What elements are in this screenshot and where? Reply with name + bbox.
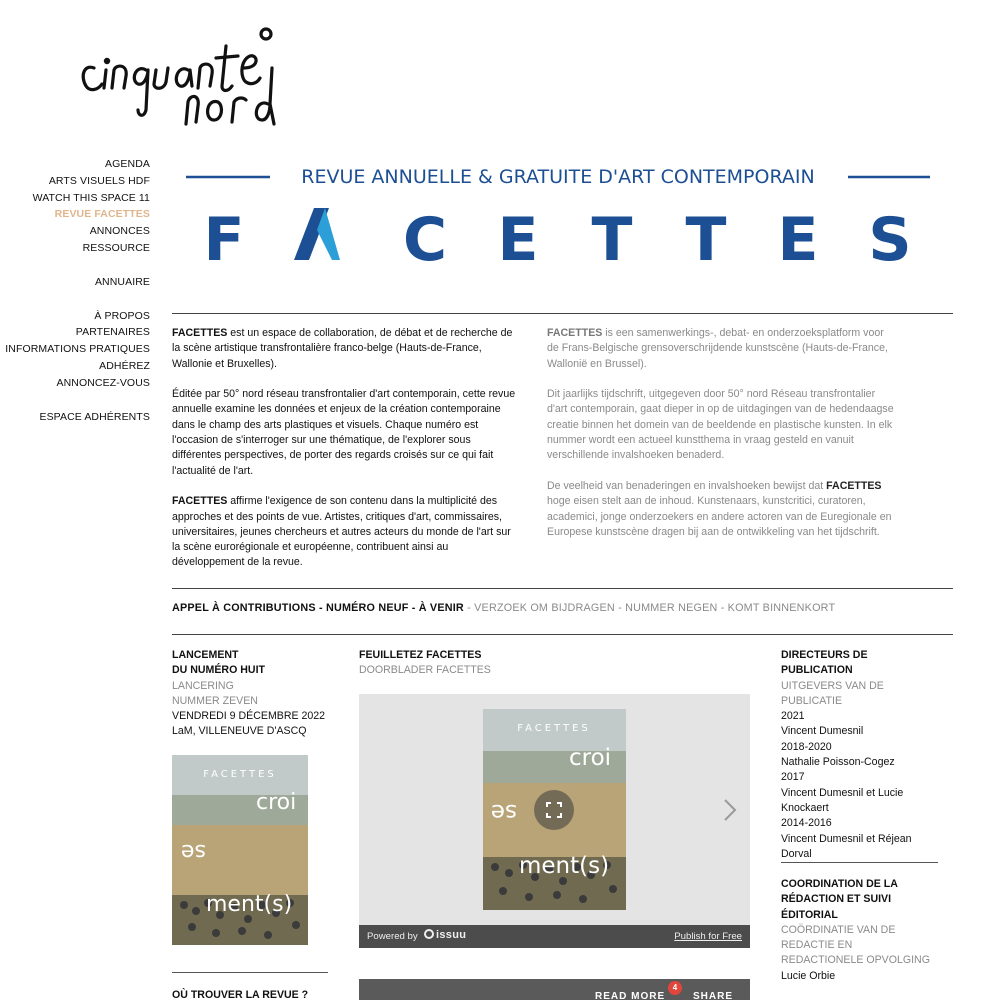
nav-annonces[interactable]: ANNONCES xyxy=(89,225,150,238)
where-title: OÙ TROUVER LA REVUE ? xyxy=(172,989,309,1000)
nav-watch-this-space[interactable]: WATCH THIS SPACE 11 xyxy=(32,191,150,204)
banner-letter: E xyxy=(777,205,819,270)
director-names: Vincent Dumesnil et Réjean Dorval xyxy=(781,832,912,860)
launch-info xyxy=(172,648,332,740)
nav-informations-pratiques[interactable]: INFORMATIONS PRATIQUES xyxy=(5,343,150,356)
coordination-name: Lucie Orbie xyxy=(781,969,836,982)
publication-directors xyxy=(781,648,941,862)
banner-tagline: REVUE ANNUELLE & GRATUITE D'ART CONTEMPORAIN xyxy=(301,166,815,188)
svg-text:se: se xyxy=(181,839,206,864)
divider xyxy=(172,313,953,314)
flipbook-header xyxy=(359,648,749,679)
share-button[interactable]: SHARE xyxy=(693,991,734,1000)
coordination-title-nl: COÖRDINATIE VAN DE REDACTIE EN REDACTIONELE OPVOLGING xyxy=(781,923,930,967)
nav-annuaire[interactable]: ANNUAIRE xyxy=(94,275,150,288)
facettes-banner xyxy=(180,160,940,270)
launch-title: LANCEMENT xyxy=(172,649,239,661)
editorial-coordination xyxy=(781,877,941,984)
intro-nl-paragraph: Dit jaarlijks tijdschrift, uitgegeven door 50° nord Réseau transfrontalier d'art contemporain, gaat dieper in op de uitdagingen van de hedendaagse creatie binnen het domein van de beeldende en plastische kunsten. In elk nummer wordt een actueel kunstthema in vraag gesteld en vanuit verschillende invalshoeken benaderd. xyxy=(547,388,894,462)
banner-letter-a xyxy=(294,208,340,260)
intro-french xyxy=(172,326,522,586)
director-names: Vincent Dumesnil et Lucie Knockaert xyxy=(781,786,904,814)
nav-ressource[interactable]: RESSOURCE xyxy=(82,241,150,254)
nav-adherez[interactable]: ADHÉREZ xyxy=(99,359,150,372)
nav-spacer xyxy=(0,392,150,409)
flipbook-title-nl: DOORBLADER FACETTES xyxy=(359,664,491,677)
banner-letter: T xyxy=(591,205,633,270)
nav-annoncez-vous[interactable]: ANNONCEZ-VOUS xyxy=(56,376,150,389)
powered-by-label: Powered by xyxy=(367,931,418,942)
banner-letter: C xyxy=(402,205,448,270)
coordination-title: COORDINATION DE LA RÉDACTION ET SUIVI ÉDITORIAL xyxy=(781,878,898,921)
divider xyxy=(172,634,953,635)
flipbook-title: FEUILLETEZ FACETTES xyxy=(359,649,482,661)
director-years: 2017 xyxy=(781,771,805,784)
call-for-contributions[interactable] xyxy=(172,602,835,614)
notification-badge: 4 xyxy=(668,981,682,995)
call-separator: - xyxy=(463,602,475,614)
banner-letter: S xyxy=(868,205,912,270)
director-years: 2018-2020 xyxy=(781,740,832,753)
fullscreen-button[interactable] xyxy=(534,790,574,830)
director-names: Nathalie Poisson-Cogez xyxy=(781,756,895,769)
intro-fr-paragraph: FACETTES est un espace de collaboration, de débat et de recherche de la scène artistique transfrontalière franco-belge (Hauts-de-France, Wallonie et Bruxelles). xyxy=(172,327,513,370)
nav-revue-facettes[interactable]: REVUE FACETTES xyxy=(54,208,150,221)
directors-title: PUBLICATION xyxy=(781,664,853,677)
divider xyxy=(781,862,938,863)
where-to-find[interactable] xyxy=(172,988,332,1000)
svg-text:se: se xyxy=(490,799,517,825)
divider xyxy=(172,588,953,589)
issuu-icon xyxy=(424,929,434,939)
directors-title-nl: UITGEVERS VAN DE PUBLICATIE xyxy=(781,679,884,707)
launch-place: LaM, VILLENEUVE D'ASCQ xyxy=(172,725,307,738)
intro-dutch xyxy=(547,326,897,555)
issuu-viewer-secondary[interactable] xyxy=(359,979,750,1000)
svg-text:ment(s): ment(s) xyxy=(206,892,293,917)
issuu-footer-bar xyxy=(359,925,750,948)
svg-text:FACETTES: FACETTES xyxy=(517,723,591,734)
issuu-viewer[interactable] xyxy=(359,694,750,948)
divider xyxy=(172,972,328,973)
call-nl: VERZOEK OM BIJDRAGEN - NUMMER NEGEN - KOMT BINNENKORT xyxy=(474,602,836,614)
svg-text:croi: croi xyxy=(569,745,612,771)
svg-text:ment(s): ment(s) xyxy=(519,853,610,879)
nav-partenaires[interactable]: PARTENAIRES xyxy=(75,326,150,339)
intro-fr-paragraph: FACETTES affirme l'exigence de son contenu dans la multiplicité des approches et des points de vue. Artistes, critiques d'art, commissaires, universitaires, jeunes chercheurs et autres acteurs du monde de l'art sur la scène eurorégionale et européenne, contribuent ainsi au développement de la revue. xyxy=(172,495,511,569)
read-more-button[interactable]: READ MORE xyxy=(595,991,666,1000)
svg-text:FACETTES: FACETTES xyxy=(203,769,277,780)
cover-illustration xyxy=(172,755,308,945)
banner-letter: E xyxy=(497,205,539,270)
publish-for-free-link[interactable]: Publish for Free xyxy=(674,931,742,942)
site-logo[interactable] xyxy=(76,6,276,130)
intro-nl-paragraph: FACETTES is een samenwerkings-, debat- en onderzoeksplatform voor de Frans-Belgische grensoverschrijdende kunstscène (Hauts-de-France, Wallonië en Brussel). xyxy=(547,327,888,370)
launch-title-nl: LANCERING xyxy=(172,679,234,692)
nav-agenda[interactable]: AGENDA xyxy=(105,158,150,170)
expand-icon xyxy=(534,790,574,830)
director-years: 2021 xyxy=(781,710,805,723)
issuu-link[interactable]: issuu xyxy=(424,929,466,941)
svg-text:croi: croi xyxy=(256,790,297,815)
intro-fr-paragraph: Éditée par 50° nord réseau transfrontalier d'art contemporain, cette revue annuelle examine les données et enjeux de la création contemporaine dans le champ des arts plastiques et visuels. Chaque numéro est l'occasion de s'interroger sur une thématique, de l'explorer sous différentes perspectives, de porter des regards croisés sur ce qui fait l'actualité de l'art. xyxy=(172,388,516,477)
issue-cover-thumbnail[interactable] xyxy=(172,755,308,945)
banner-letter: T xyxy=(685,205,727,270)
launch-title: DU NUMÉRO HUIT xyxy=(172,664,265,677)
director-years: 2014-2016 xyxy=(781,817,832,830)
launch-date: VENDREDI 9 DÉCEMBRE 2022 xyxy=(172,710,326,723)
launch-title-nl: NUMMER ZEVEN xyxy=(172,694,258,707)
facettes-banner-graphic xyxy=(180,160,940,270)
next-page-button[interactable] xyxy=(723,798,737,822)
nav-spacer xyxy=(0,291,150,308)
nav-arts-visuels-hdf[interactable]: ARTS VISUELS HDF xyxy=(48,174,150,187)
nav-espace-adherents[interactable]: ESPACE ADHÉRENTS xyxy=(39,410,150,423)
chevron-right-icon xyxy=(723,798,737,822)
intro-nl-paragraph: De veelheid van benaderingen en invalshoeken bewijst dat FACETTES hoge eisen stelt aan de inhoud. Kunstenaars, kunstcritici, curatoren, academici, jonge onderzoekers en andere actoren van de Euregionale en Europese kunstscène dragen bij aan de ontwikkeling van het tijdschrift. xyxy=(547,479,892,538)
logo-script-mark xyxy=(76,6,276,130)
main-nav xyxy=(0,156,150,425)
call-fr: APPEL À CONTRIBUTIONS - NUMÉRO NEUF - À VENIR xyxy=(172,602,464,614)
director-names: Vincent Dumesnil xyxy=(781,725,864,738)
directors-title: DIRECTEURS DE xyxy=(781,649,868,661)
nav-spacer xyxy=(0,257,150,274)
banner-letter: F xyxy=(203,205,245,270)
nav-a-propos[interactable]: À PROPOS xyxy=(94,309,150,322)
